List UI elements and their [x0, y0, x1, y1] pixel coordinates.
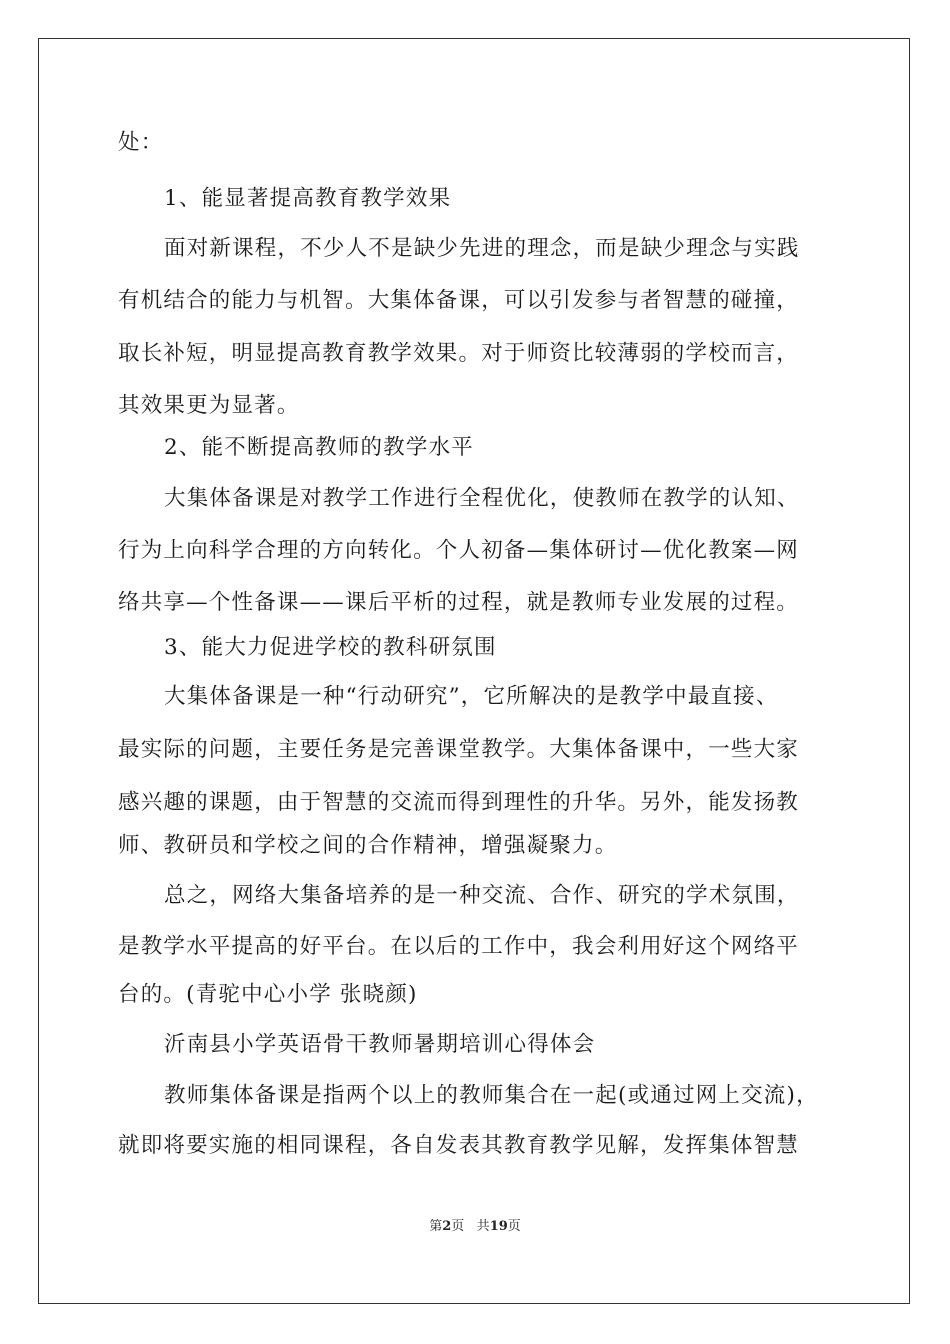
text-line-21: 就即将要实施的相同课程，各自发表其教育教学见解，发挥集体智慧 [118, 1133, 800, 1158]
page-frame [38, 38, 910, 1304]
text-line-15: 师、教研员和学校之间的合作精神，增强凝聚力。 [118, 833, 618, 858]
page-suffix: 页 [451, 1219, 465, 1234]
page-number: 2 [442, 1219, 452, 1234]
text-line-16: 总之，网络大集备培养的是一种交流、合作、研究的学术氛围， [164, 883, 800, 908]
text-line-3: 面对新课程，不少人不是缺少先进的理念，而是缺少理念与实践 [164, 236, 800, 261]
section-title: 沂南县小学英语骨干教师暑期培训心得体会 [164, 1032, 596, 1057]
text-line-5: 取长补短，明显提高教育教学效果。对于师资比较薄弱的学校而言， [118, 341, 800, 366]
text-line-9: 行为上向科学合理的方向转化。个人初备—集体研讨—优化教案—网 [118, 538, 800, 563]
text-line-13: 最实际的问题，主要任务是完善课堂教学。大集体备课中，一些大家 [118, 737, 800, 762]
total-suffix: 页 [507, 1219, 521, 1234]
page-footer [0, 1218, 950, 1236]
text-line-18: 台的。(青驼中心小学 张晓颜) [118, 982, 418, 1007]
total-pages: 19 [489, 1219, 508, 1234]
text-line-6: 其效果更为显著。 [118, 393, 300, 418]
text-line-14: 感兴趣的课题，由于智慧的交流而得到理性的升华。另外，能发扬教 [118, 790, 800, 815]
total-prefix: 共 [476, 1219, 490, 1234]
text-line-20: 教师集体备课是指两个以上的教师集合在一起(或通过网上交流)， [164, 1083, 819, 1108]
heading-2: 2、能不断提高教师的教学水平 [164, 435, 474, 460]
heading-1: 1、能显著提高教育教学效果 [164, 186, 452, 211]
page-prefix: 第 [429, 1219, 443, 1234]
text-line-1: 处： [118, 130, 164, 155]
text-line-8: 大集体备课是对教学工作进行全程优化，使教师在教学的认知、 [164, 486, 800, 511]
heading-3: 3、能大力促进学校的教科研氛围 [164, 635, 497, 660]
text-line-10: 络共享—个性备课——课后平析的过程，就是教师专业发展的过程。 [118, 590, 800, 615]
text-line-17: 是教学水平提高的好平台。在以后的工作中，我会利用好这个网络平 [118, 934, 800, 959]
text-line-12: 大集体备课是一种“行动研究”，它所解决的是教学中最直接、 [164, 684, 779, 709]
text-line-4: 有机结合的能力与机智。大集体备课，可以引发参与者智慧的碰撞， [118, 288, 800, 313]
